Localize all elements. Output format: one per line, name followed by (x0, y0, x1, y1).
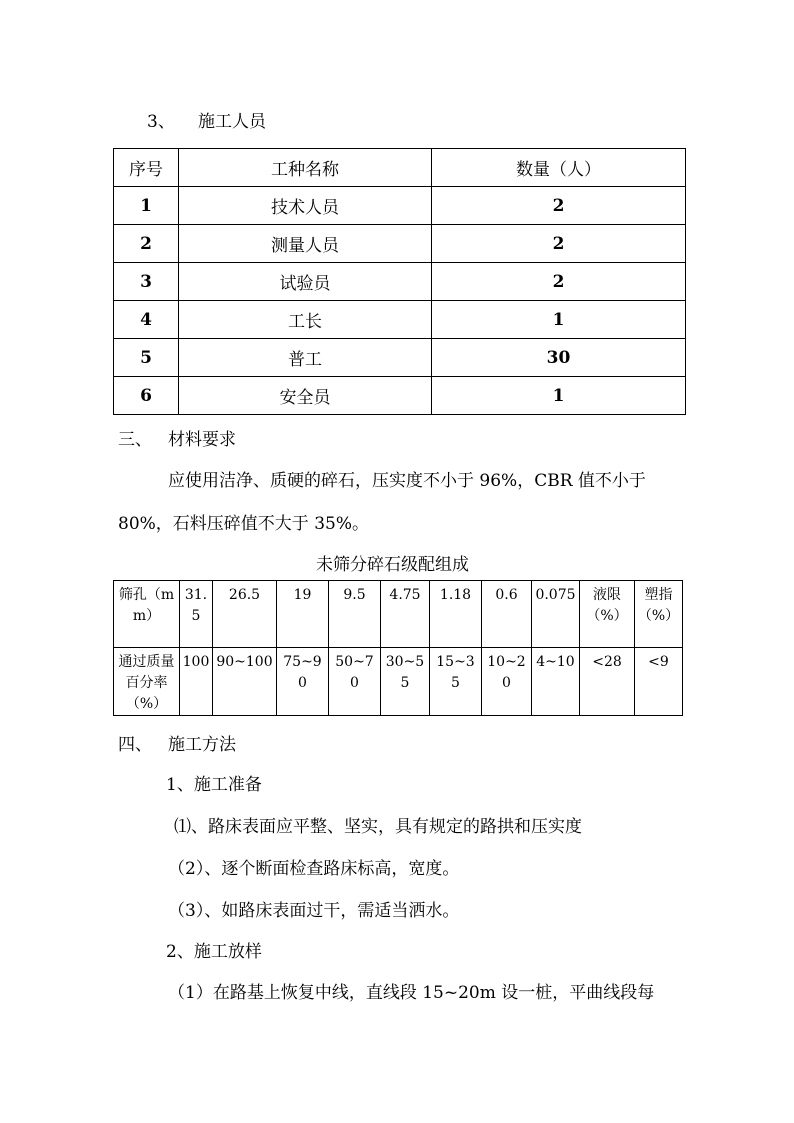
table-cell: 1 (432, 377, 686, 415)
subsection-title: 2、施工放样 (166, 942, 262, 962)
sieve-size-cell: 9.5 (329, 581, 381, 648)
staff-table (113, 148, 686, 415)
table-cell: 安全员 (179, 377, 432, 415)
row-header: 筛孔（mm） (114, 581, 180, 648)
passing-cell: 90~100 (213, 648, 277, 716)
table-caption: 未筛分碎石级配组成 (316, 555, 469, 575)
plasticity-index-cell: <9 (635, 648, 683, 716)
table-row (114, 187, 686, 225)
passing-row (114, 648, 683, 716)
table-cell: 3 (114, 263, 179, 301)
list-item: ⑴、路床表面应平整、坚实，具有规定的路拱和压实度 (174, 817, 582, 837)
table-cell: 4 (114, 301, 179, 339)
table-cell: 测量人员 (179, 225, 432, 263)
list-item: （2）、逐个断面检查路床标高，宽度。 (168, 859, 460, 879)
table-row (114, 339, 686, 377)
table-cell: 试验员 (179, 263, 432, 301)
part-number: 四、 (118, 735, 152, 755)
table-row (114, 377, 686, 415)
table-cell: 2 (114, 225, 179, 263)
table-cell: 工长 (179, 301, 432, 339)
sieve-size-cell: 26.5 (213, 581, 277, 648)
table-row (114, 263, 686, 301)
sieve-size-cell: 19 (277, 581, 329, 648)
gradation-table (113, 580, 683, 716)
passing-cell: 10~20 (482, 648, 532, 716)
passing-cell: 4~10 (532, 648, 580, 716)
part-number: 三、 (118, 430, 152, 450)
table-cell: 技术人员 (179, 187, 432, 225)
passing-cell: 30~55 (381, 648, 430, 716)
list-item: （1）在路基上恢复中线，直线段 15~20m 设一桩，平曲线段每 (168, 983, 655, 1003)
subsection-title: 1、施工准备 (166, 775, 262, 795)
table-cell: 2 (432, 187, 686, 225)
section-number: 3、 (147, 112, 175, 132)
part-title: 材料要求 (168, 430, 236, 450)
column-header: 数量（人） (432, 149, 686, 187)
table-header-row (114, 149, 686, 187)
sieve-size-cell: 1.18 (430, 581, 482, 648)
plasticity-index-header: 塑指（%） (635, 581, 683, 648)
sieve-size-cell: 0.6 (482, 581, 532, 648)
column-header: 序号 (114, 149, 179, 187)
table-row (114, 225, 686, 263)
table-cell: 2 (432, 263, 686, 301)
section-title: 施工人员 (198, 112, 266, 132)
part-title: 施工方法 (168, 735, 236, 755)
table-cell: 30 (432, 339, 686, 377)
passing-cell: 75~90 (277, 648, 329, 716)
passing-cell: 100 (180, 648, 213, 716)
material-paragraph-line-2: 80%，石料压碎值不大于 35%。 (118, 514, 369, 534)
table-row (114, 301, 686, 339)
passing-cell: 15~35 (430, 648, 482, 716)
sieve-size-cell: 31.5 (180, 581, 213, 648)
sieve-size-cell: 4.75 (381, 581, 430, 648)
table-cell: 5 (114, 339, 179, 377)
row-header: 通过质量百分率（%） (114, 648, 180, 716)
table-cell: 1 (114, 187, 179, 225)
list-item: （3）、如路床表面过干，需适当洒水。 (168, 901, 460, 921)
table-cell: 6 (114, 377, 179, 415)
passing-cell: 50~70 (329, 648, 381, 716)
column-header: 工种名称 (179, 149, 432, 187)
material-paragraph-line-1: 应使用洁净、质硬的碎石，压实度不小于 96%，CBR 值不小于 (168, 471, 646, 491)
table-cell: 2 (432, 225, 686, 263)
liquid-limit-cell: <28 (580, 648, 635, 716)
sieve-row (114, 581, 683, 648)
table-cell: 普工 (179, 339, 432, 377)
liquid-limit-header: 液限（%） (580, 581, 635, 648)
table-cell: 1 (432, 301, 686, 339)
sieve-size-cell: 0.075 (532, 581, 580, 648)
